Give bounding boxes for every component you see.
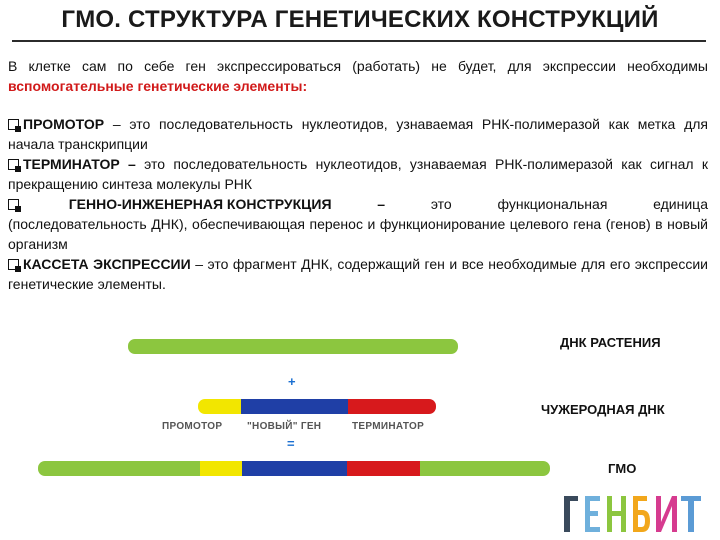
construct-word-3: единица bbox=[653, 196, 708, 212]
definition-terminator: это последовательность нуклеотидов, узнаваемая РНК-полимеразой как сигнал к прекращению синтеза молекулы РНК bbox=[8, 156, 708, 192]
gmo-plant-right-segment bbox=[420, 461, 550, 476]
terminator-segment bbox=[348, 399, 436, 414]
checkbox-bullet-icon bbox=[8, 119, 19, 130]
plant-dna-segment bbox=[128, 339, 458, 354]
plant-dna-label: ДНК РАСТЕНИЯ bbox=[560, 335, 661, 350]
list-item bbox=[8, 114, 708, 154]
gmo-gene-segment bbox=[242, 461, 347, 476]
definition-promoter: – это последовательность нуклеотидов, узнаваемая РНК-полимеразой как метка для начала транскрипции bbox=[8, 116, 708, 152]
intro-paragraph bbox=[8, 56, 708, 96]
gmo-plant-left-segment bbox=[38, 461, 200, 476]
gmo-terminator-segment bbox=[347, 461, 421, 476]
term-construct-wrap bbox=[8, 194, 23, 214]
promoter-label: ПРОМОТОР bbox=[162, 421, 223, 432]
gene-segment bbox=[241, 399, 348, 414]
term-construct: ГЕННО-ИНЖЕНЕРНАЯ КОНСТРУКЦИЯ bbox=[68, 196, 332, 212]
checkbox-bullet-icon bbox=[8, 199, 19, 210]
slide-body bbox=[8, 56, 708, 294]
term-terminator: ТЕРМИНАТОР – bbox=[23, 156, 136, 172]
equals-sign: = bbox=[287, 436, 295, 451]
definition-cassette: – это фрагмент ДНК, содержащий ген и все необходимые для его экспрессии генетические элементы. bbox=[8, 256, 708, 292]
foreign-dna-bar bbox=[198, 399, 436, 414]
intro-text: В клетке сам по себе ген экспрессироваться (работать) не будет, для экспрессии необходимы bbox=[8, 58, 708, 74]
construct-first-line bbox=[8, 194, 708, 214]
slide-title: ГМО. СТРУКТУРА ГЕНЕТИЧЕСКИХ КОНСТРУКЦИЙ bbox=[61, 6, 659, 33]
construct-word-1: это bbox=[430, 196, 452, 212]
plant-dna-bar bbox=[128, 339, 458, 354]
foreign-dna-label: ЧУЖЕРОДНАЯ ДНК bbox=[541, 402, 665, 417]
genbit-logo-icon bbox=[564, 496, 701, 532]
gene-label: "НОВЫЙ" ГЕН bbox=[247, 421, 322, 432]
term-promoter: ПРОМОТОР bbox=[23, 116, 105, 132]
genbit-logo bbox=[552, 488, 720, 540]
gmo-dna-bar bbox=[38, 461, 550, 476]
definition-construct: (последовательность ДНК), обеспечивающая перенос и функционирование целевого гена (генов) в новый организм bbox=[8, 216, 708, 252]
terminator-label: ТЕРМИНАТОР bbox=[352, 421, 425, 432]
checkbox-bullet-icon bbox=[8, 159, 19, 170]
list-item bbox=[8, 154, 708, 194]
construct-word-2: функциональная bbox=[497, 196, 608, 212]
plus-sign: + bbox=[288, 374, 296, 389]
promoter-segment bbox=[198, 399, 241, 414]
title-divider bbox=[12, 40, 706, 42]
intro-highlight: вспомогательные генетические элементы: bbox=[8, 78, 308, 94]
checkbox-bullet-icon bbox=[8, 259, 19, 270]
list-item bbox=[8, 194, 708, 254]
gmo-promoter-segment bbox=[200, 461, 242, 476]
gmo-label: ГМО bbox=[608, 461, 637, 476]
list-item bbox=[8, 254, 708, 294]
term-cassette: КАССЕТА ЭКСПРЕССИИ bbox=[23, 256, 191, 272]
construct-dash: – bbox=[377, 196, 386, 212]
